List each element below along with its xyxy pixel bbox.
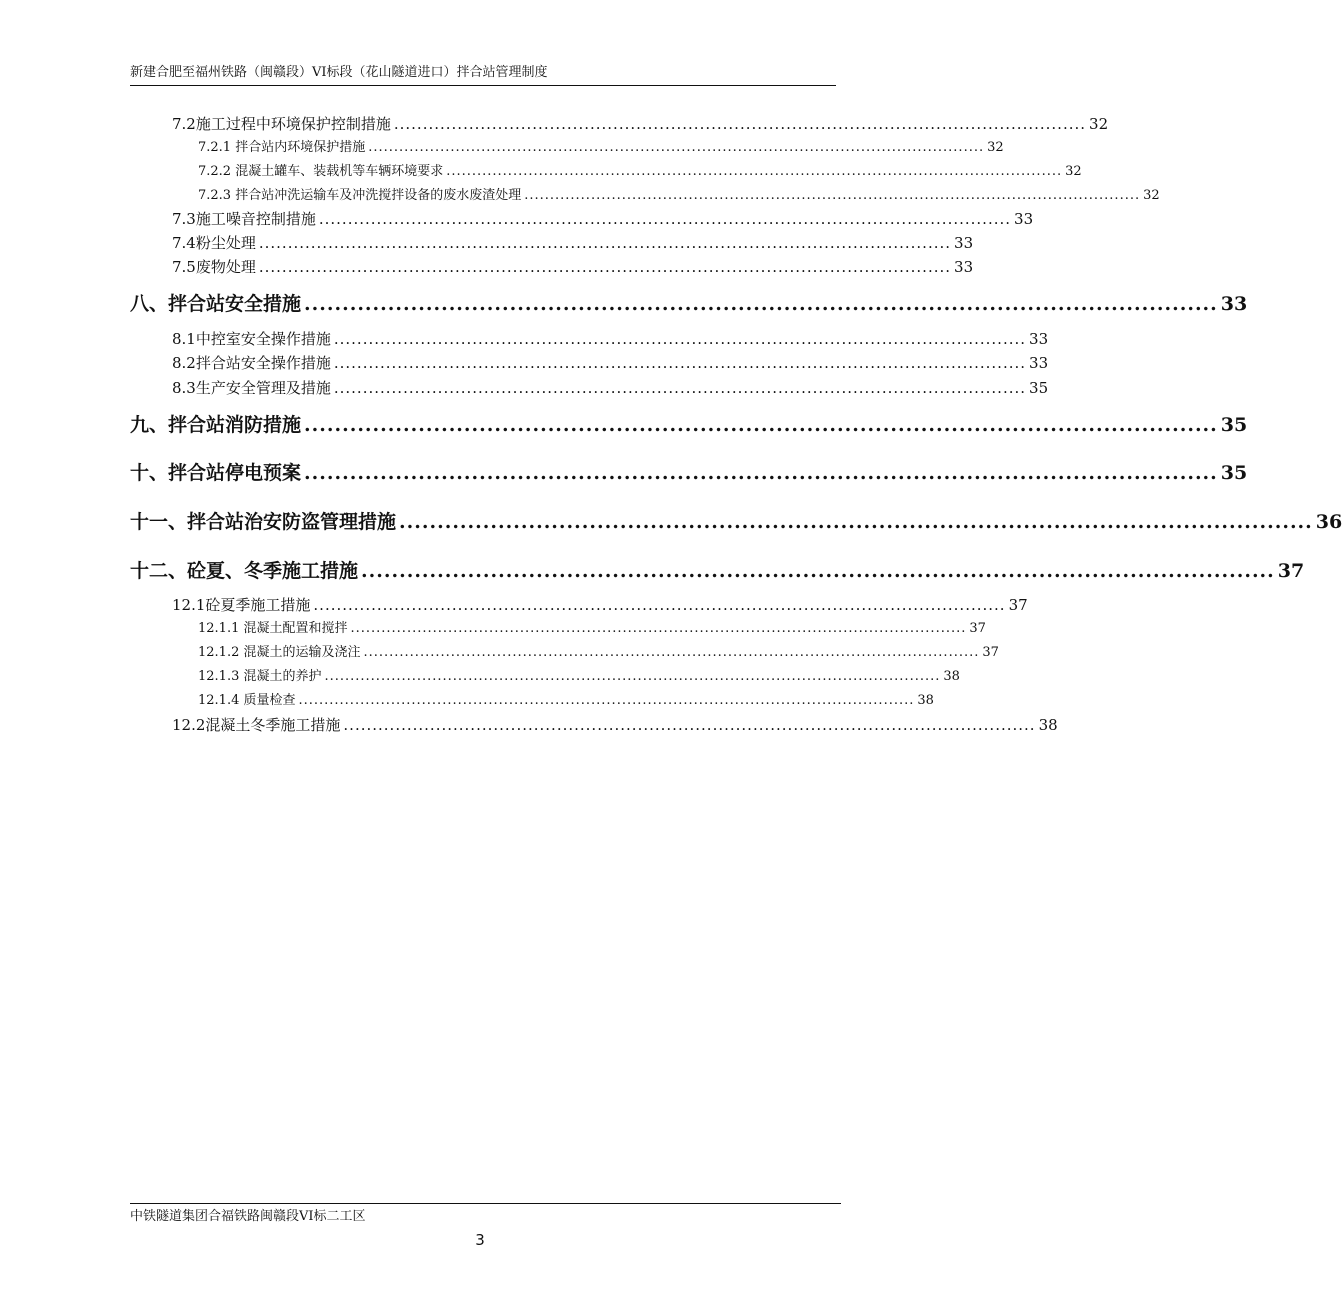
toc-entry[interactable] [0,139,1004,157]
toc-entry[interactable] [0,692,934,710]
page-number: 3 [475,1231,485,1249]
toc-leader-dots: ........................................................................................................................ [446,164,1063,179]
footer-text: 中铁隧道集团合福铁路闽赣段VI标二工区 [130,1209,366,1224]
toc-entry-label: 九、拌合站消防措施 [130,414,302,436]
toc-entry-page: 33 [1014,210,1034,228]
toc-entry-label: 7.3施工噪音控制措施 [172,210,316,228]
toc-chapter-entry[interactable] [0,461,1248,485]
toc-leader-dots: ........................................................................................................................ [393,115,1087,133]
toc-leader-dots: ........................................................................................................................ [304,414,1218,436]
toc-entry-label: 12.1.4 质量检查 [198,693,296,708]
toc-entry-page: 32 [1089,115,1109,133]
header-divider [130,85,836,86]
toc-entry-label: 8.1中控室安全操作措施 [172,330,331,348]
toc-leader-dots: ........................................................................................................................ [361,560,1275,582]
toc-entry-page: 33 [1029,330,1049,348]
toc-entry-label: 十一、拌合站治安防盗管理措施 [130,511,397,533]
toc-entry[interactable] [0,329,1049,349]
toc-chapter-entry[interactable] [0,510,1342,534]
toc-chapter-entry[interactable] [0,559,1305,583]
toc-chapter-entry[interactable] [0,413,1248,437]
toc-entry-label: 12.1.2 混凝土的运输及浇注 [198,645,361,660]
toc-entry[interactable] [0,378,1049,398]
toc-entry[interactable] [0,257,974,277]
toc-entry-page: 33 [954,258,974,276]
toc-entry[interactable] [0,715,1058,735]
toc-entry-label: 八、拌合站安全措施 [130,293,302,315]
toc-leader-dots: ........................................................................................................................ [524,188,1141,203]
toc-entry[interactable] [0,353,1049,373]
toc-entry[interactable] [0,668,960,686]
toc-entry-label: 7.2.1 拌合站内环境保护措施 [198,140,366,155]
toc-entry[interactable] [0,595,1028,615]
toc-entry-label: 12.1.3 混凝土的养护 [198,669,322,684]
toc-chapter-entry[interactable] [0,292,1248,316]
toc-entry-page: 32 [1065,164,1082,179]
toc-entry-page: 37 [969,621,986,636]
toc-leader-dots: ........................................................................................................................ [298,693,915,708]
toc-entry-label: 12.1砼夏季施工措施 [172,596,311,614]
toc-leader-dots: ........................................................................................................................ [333,354,1027,372]
toc-leader-dots: ........................................................................................................................ [333,379,1027,397]
toc-entry-label: 十二、砼夏、冬季施工措施 [130,560,359,582]
toc-leader-dots: ........................................................................................................................ [304,293,1218,315]
toc-entry-label: 7.5废物处理 [172,258,256,276]
toc-leader-dots: ........................................................................................................................ [350,621,967,636]
toc-entry[interactable] [0,209,1034,229]
header-title: 新建合肥至福州铁路（闽赣段）VI标段（花山隧道进口）拌合站管理制度 [130,65,548,80]
toc-entry-page: 38 [1038,716,1058,734]
toc-entry[interactable] [0,187,1160,205]
toc-entry-label: 7.4粉尘处理 [172,234,256,252]
toc-entry-page: 37 [982,645,999,660]
toc-entry-label: 12.1.1 混凝土配置和搅拌 [198,621,348,636]
toc-leader-dots: ........................................................................................................................ [363,645,980,660]
toc-entry[interactable] [0,114,1109,134]
toc-entry-label: 7.2.2 混凝土罐车、装载机等车辆环境要求 [198,164,444,179]
toc-entry-label: 7.2施工过程中环境保护控制措施 [172,115,391,133]
toc-leader-dots: ........................................................................................................................ [258,234,952,252]
toc-leader-dots: ........................................................................................................................ [399,511,1313,533]
toc-leader-dots: ........................................................................................................................ [318,210,1012,228]
toc-entry-label: 7.2.3 拌合站冲洗运输车及冲洗搅拌设备的废水废渣处理 [198,188,522,203]
toc-entry-page: 33 [1029,354,1049,372]
footer-divider [130,1203,841,1204]
toc-entry-label: 十、拌合站停电预案 [130,462,302,484]
toc-entry-page: 38 [917,693,934,708]
toc-entry-page: 35 [1220,462,1248,484]
toc-leader-dots: ........................................................................................................................ [313,596,1006,614]
toc-leader-dots: ........................................................................................................................ [333,330,1027,348]
toc-leader-dots: ........................................................................................................................ [343,716,1036,734]
toc-entry[interactable] [0,644,999,662]
toc-entry-page: 35 [1029,379,1049,397]
toc-entry[interactable] [0,620,986,638]
toc-leader-dots: ........................................................................................................................ [258,258,952,276]
toc-leader-dots: ........................................................................................................................ [324,669,941,684]
toc-entry[interactable] [0,233,974,253]
toc-entry-page: 33 [954,234,974,252]
toc-entry-page: 37 [1277,560,1305,582]
toc-entry-label: 8.2拌合站安全操作措施 [172,354,331,372]
toc-leader-dots: ........................................................................................................................ [368,140,985,155]
toc-entry-page: 37 [1008,596,1028,614]
toc-entry-page: 35 [1220,414,1248,436]
toc-entry-page: 36 [1315,511,1342,533]
toc-entry-label: 8.3生产安全管理及措施 [172,379,331,397]
toc-entry[interactable] [0,163,1082,181]
toc-entry-page: 32 [1143,188,1160,203]
toc-entry-page: 33 [1220,293,1248,315]
toc-leader-dots: ........................................................................................................................ [304,462,1218,484]
toc-entry-page: 38 [943,669,960,684]
toc-entry-label: 12.2混凝土冬季施工措施 [172,716,341,734]
toc-entry-page: 32 [987,140,1004,155]
